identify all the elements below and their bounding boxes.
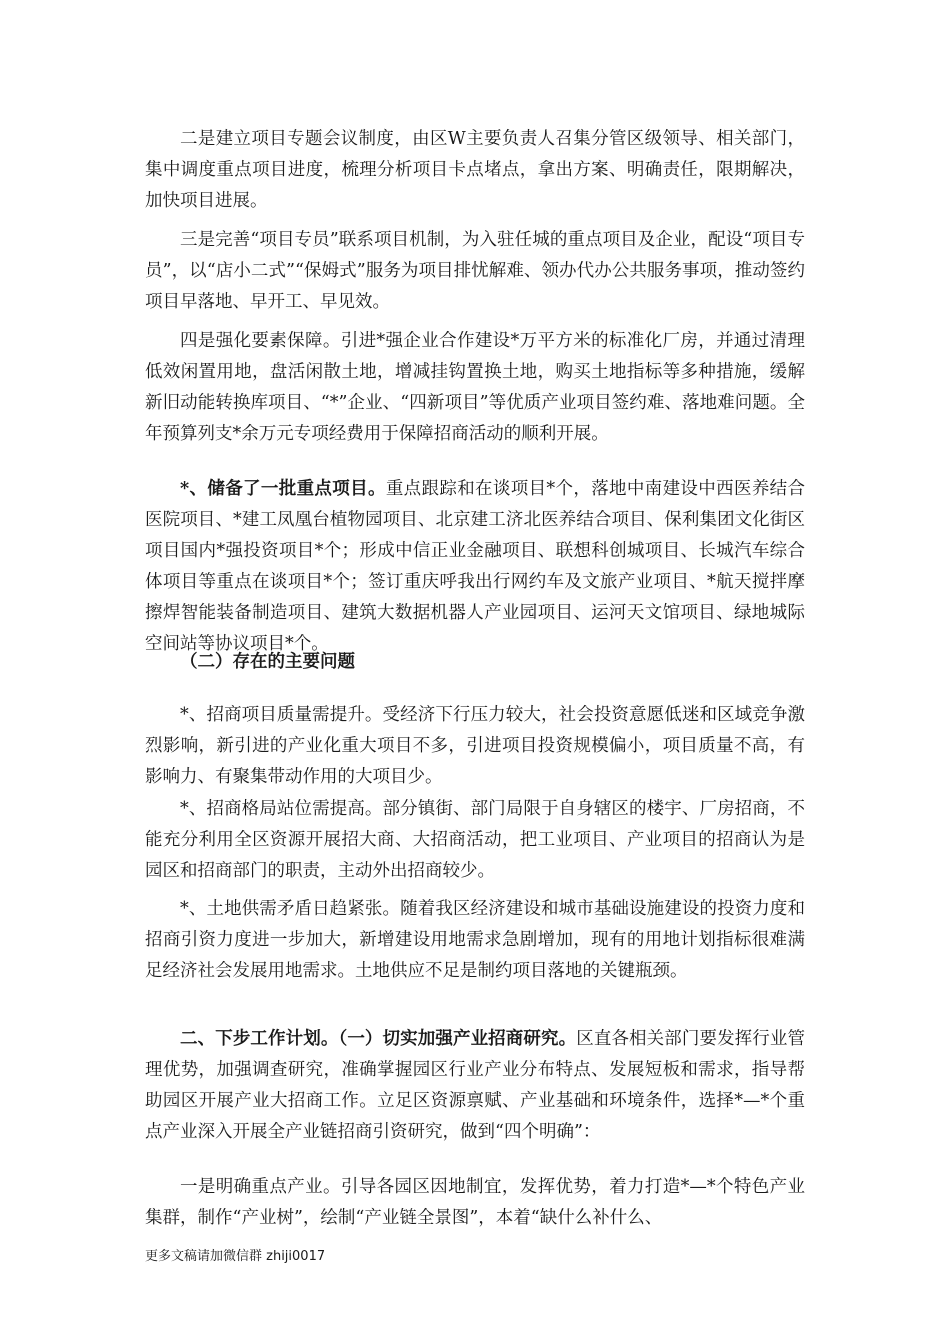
paragraph-key-industry: 一是明确重点产业。引导各园区因地制宜，发挥优势，着力打造*—*个特色产业集群，制作“产业树”，绘制“产业链全景图”，本着“缺什么补什么、 [145,1177,805,1228]
paragraph-key-projects [145,474,805,660]
paragraph-next-work-plan [145,1024,805,1148]
paragraph-investment-pattern: *、招商格局站位需提高。部分镇街、部门局限于自身辖区的楼宇、厂房招商，不能充分利用全区资源开展招大商、大招商活动，把工业项目、产业项目的招商认为是园区和招商部门的职责，主动外出招商较少。 [145,799,805,881]
paragraph-project-commissioner: 三是完善“项目专员”联系项目机制，为入驻任城的重点项目及企业，配设“项目专员”，以“店小二式”“保姆式”服务为项目排忧解难、领办代办公共服务事项，推动签约项目早落地、早开工、早见效。 [145,230,805,312]
section-heading-main-problems: （二）存在的主要问题 [180,652,355,672]
footer-note: 更多文稿请加微信群 zhiji0017 [145,1249,326,1264]
paragraph-land-supply: *、土地供需矛盾日趋紧张。随着我区经济建设和城市基础设施建设的投资力度和招商引资力度进一步加大，新增建设用地需求急剧增加，现有的用地计划指标很难满足经济社会发展用地需求。土地供应不足是制约项目落地的关键瓶颈。 [145,899,805,981]
paragraph-next-work-plan-lead: 二、下步工作计划。（一）切实加强产业招商研究。 [180,1029,577,1049]
paragraph-key-projects-lead: *、储备了一批重点项目。 [180,479,386,499]
paragraph-key-projects-body: 重点跟踪和在谈项目*个，落地中南建设中西医养结合医院项目、*建工凤凰台植物园项目、北京建工济北医养结合项目、保利集团文化街区项目国内*强投资项目*个；形成中信正业金融项目、联想科创城项目、长城汽车综合体项目等重点在谈项目*个；签订重庆呼我出行网约车及文旅产业项目、*航天搅拌摩擦焊智能装备制造项目、建筑大数据机器人产业园项目、运河天文馆项目、绿地城际空间站等协议项目*个。 [145,479,806,654]
paragraph-project-meeting-system: 二是建立项目专题会议制度，由区W主要负责人召集分管区级领导、相关部门，集中调度重点项目进度，梳理分析项目卡点堵点，拿出方案、明确责任，限期解决，加快项目进展。 [145,129,805,211]
paragraph-next-work-plan-body: 区直各相关部门要发挥行业管理优势，加强调查研究，准确掌握园区行业产业分布特点、发展短板和需求，指导帮助园区开展产业大招商工作。立足区资源禀赋、产业基础和环境条件，选择*—*个重点产业深入开展全产业链招商引资研究，做到“四个明确”： [145,1029,806,1142]
paragraph-project-quality: *、招商项目质量需提升。受经济下行压力较大，社会投资意愿低迷和区域竞争激烈影响，新引进的产业化重大项目不多，引进项目投资规模偏小，项目质量不高，有影响力、有聚集带动作用的大项目少。 [145,705,805,787]
paragraph-factor-guarantee: 四是强化要素保障。引进*强企业合作建设*万平方米的标准化厂房，并通过清理低效闲置用地，盘活闲散土地，增减挂钩置换土地，购买土地指标等多种措施，缓解新旧动能转换库项目、“*”企业、“四新项目”等优质产业项目签约难、落地难问题。全年预算列支*余万元专项经费用于保障招商活动的顺利开展。 [145,331,805,444]
